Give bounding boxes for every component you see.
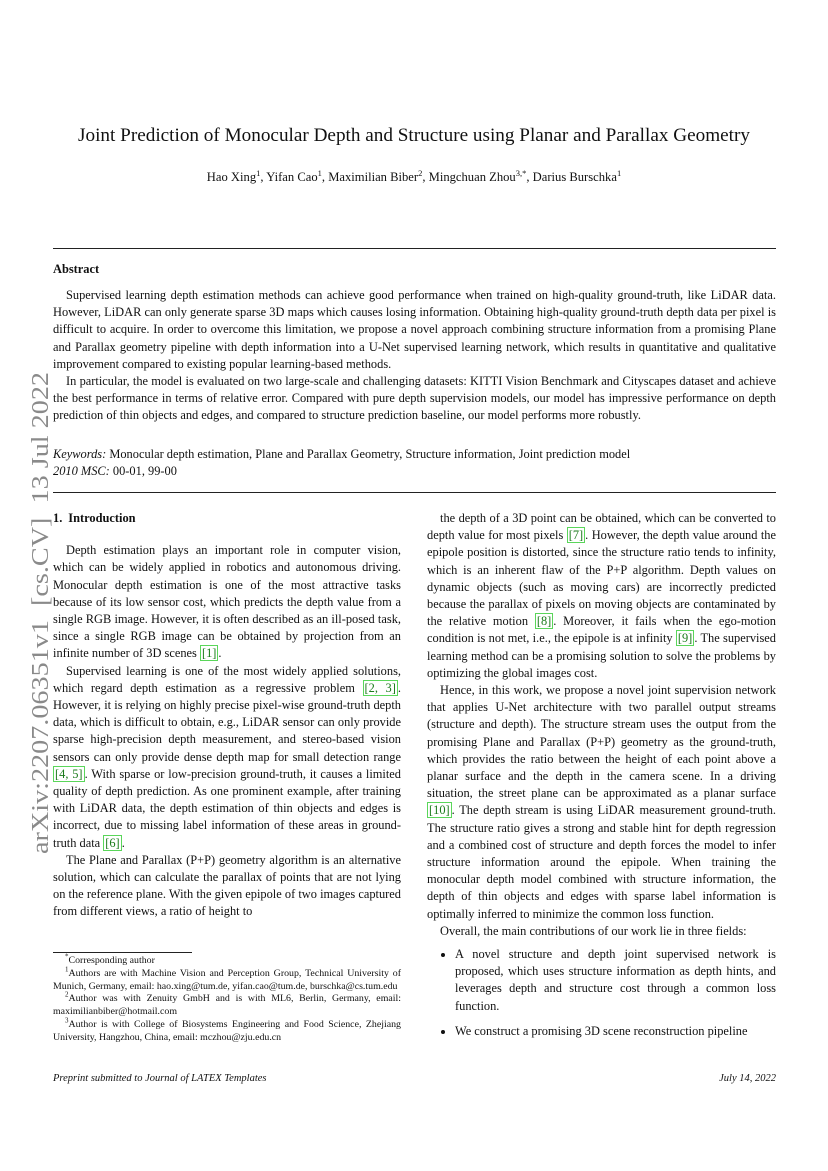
- paragraph-text: . However, it is relying on highly precise pixel-wise ground-truth depth data, which is difficult to obtain, e.g., LiDAR sensor can only provide sparse high-precision depth measurement, and stereo-based vision sensors can only provide dense depth map for small detection range: [53, 680, 401, 764]
- footnote: [53, 952, 401, 968]
- footnote-text: Author is with College of Biosystems Engineering and Food Science, Zhejiang University, Hangzhou, China, email: mczhou@zju.edu.cn: [53, 1018, 401, 1043]
- paragraph-text: The Plane and Parallax (P+P) geometry algorithm is an alternative solution, which can calculate the parallax of points that are not lying on the reference plane. With the given epipole of two images captured from different views, a ratio of height to: [53, 852, 401, 919]
- citation-link[interactable]: [8]: [536, 614, 552, 629]
- footnotes: [53, 952, 401, 1045]
- citation-link[interactable]: [9]: [677, 631, 693, 646]
- right-paragraphs: [427, 510, 776, 940]
- bottom-rule: [53, 492, 776, 493]
- paragraph-text: .: [121, 835, 125, 850]
- body-paragraph: [53, 852, 401, 921]
- citation-link[interactable]: [7]: [568, 528, 584, 543]
- paragraph-text: . With sparse or low-precision ground-truth, it causes a limited quality of depth prediction. As one prominent example, after training with LiDAR data, the depth estimation of thin objects and edges is incorrect, due to missing label information of these areas in ground-truth data: [53, 766, 401, 850]
- body-paragraph: [53, 663, 401, 852]
- keywords-label: Keywords:: [53, 447, 107, 461]
- author-affiliation-mark: 1: [616, 167, 622, 178]
- paragraph-text: .: [218, 646, 222, 661]
- keywords-text: Monocular depth estimation, Plane and Parallax Geometry, Structure information, Joint prediction model: [109, 447, 631, 461]
- footnote-text: Author was with Zenuity GmbH and is with ML6, Berlin, Germany, email: maximilianbiber@hotmail.com: [53, 993, 401, 1018]
- author-list: Hao Xing$^1$, Yifan Cao$^1$, Maximilian Biber$^2$, Mingchuan Zhou$^{3,*}$, Darius Burschka$^1$: [206, 167, 622, 184]
- paragraph-text: . The supervised learning method can be a promising solution to solve the problems by optimizing the global images cost.: [427, 631, 776, 680]
- footer-journal: Preprint submitted to Journal of LATEX Templates: [53, 1073, 267, 1084]
- section-title: Introduction: [68, 511, 136, 525]
- footnote: [53, 993, 401, 1019]
- paragraph-text: . The depth stream is using LiDAR measurement ground-truth. The structure ratio gives a strong and stable hint for depth regression and a combined cost of structure and depth forces the model to infer structure information around the epipole. When training the monocular depth model combined with structure information, the depth of thin objects and edges with sparse label information is optimally inferred to minimize the common loss function.: [427, 803, 776, 921]
- contribution-list: [427, 946, 776, 1040]
- paper-title: Joint Prediction of Monocular Depth and Structure using Planar and Parallax Geometry: [78, 125, 750, 146]
- author-affiliation-mark: 1: [317, 167, 322, 178]
- footnote-text: Corresponding author: [68, 955, 155, 966]
- author-name: Mingchuan Zhou: [428, 170, 516, 184]
- left-paragraphs: [53, 542, 401, 920]
- footnote-mark: 1: [65, 965, 69, 974]
- author-name: Maximilian Biber: [328, 170, 419, 184]
- body-paragraph: [53, 542, 401, 662]
- footnote-mark: 2: [65, 991, 69, 1000]
- body-paragraph: [427, 510, 776, 682]
- abstract-body: [53, 287, 776, 425]
- abstract-paragraph: Supervised learning depth estimation methods can achieve good performance when trained on high-quality ground-truth, like LiDAR data. However, LiDAR can only generate sparse 3D maps which causes losing information. Obtaining high-quality ground-truth depth data per pixel is difficult to acquire. In order to overcome this limitation, we propose a novel approach combining structure information from a promising Plane and Parallax geometry pipeline with depth information into a U-Net supervised learning network, which results in quantitative and qualitative improvement compared to existing popular learning-based methods.: [53, 288, 776, 371]
- paragraph-text: Overall, the main contributions of our work lie in three fields:: [440, 923, 747, 938]
- paragraph-text: Hence, in this work, we propose a novel joint supervision network that applies U-Net architecture with two parallel output streams (structure and depth). The structure stream uses the output from the promising Plane and Parallax (P+P) geometry as the ground-truth, which provides the ratio between the height of each point above a planar surface and the depth in the camera scene. In a driving situation, the street plane can be approximated as a planar surface: [427, 683, 776, 801]
- left-column: [53, 510, 401, 921]
- msc-line: [53, 463, 776, 480]
- author-name: Yifan Cao: [266, 170, 318, 184]
- paragraph-text: . Moreover, it fails when the ego-motion condition is not met, i.e., the epipole is at infinity: [427, 614, 776, 646]
- contribution-item: • We construct a promising 3D scene reconstruction pipeline: [455, 1023, 776, 1040]
- citation-link[interactable]: [1]: [201, 646, 217, 661]
- section-number: 1.: [53, 511, 63, 525]
- citation-link[interactable]: [4, 5]: [55, 766, 83, 781]
- footnote: [53, 1016, 401, 1045]
- author-affiliation-mark: 1: [256, 167, 261, 178]
- footnote-mark: *: [65, 952, 69, 961]
- body-paragraph: [427, 923, 776, 940]
- author-affiliation-mark: 2: [418, 167, 423, 178]
- author-affiliation-mark: 3,*: [515, 167, 527, 178]
- footnote: [53, 965, 401, 994]
- msc-label: 2010 MSC:: [53, 464, 110, 478]
- body-paragraph: [427, 682, 776, 923]
- keywords-block: [53, 446, 776, 480]
- abstract-paragraph: In particular, the model is evaluated on two large-scale and challenging datasets: KITTI Vision Benchmark and Cityscapes dataset and achieve the best performance in terms of relative error. Compared with pure depth supervision models, our model has impressive performance on depth prediction of thin objects and edges, and compared to structure prediction baseline, our model performs more robustly.: [53, 374, 776, 423]
- footer-date: July 14, 2022: [719, 1073, 776, 1084]
- citation-link[interactable]: [6]: [105, 835, 120, 850]
- paragraph-text: the depth of a 3D point can be obtained, which can be converted to depth value for most pixels: [427, 511, 776, 543]
- keywords-line: [53, 446, 776, 463]
- arxiv-identifier: [22, 370, 56, 856]
- contribution-item: • A novel structure and depth joint supervised network is proposed, which uses structure information as depth hints, and leverages depth and structure cost through a common loss function.: [455, 946, 776, 1015]
- paragraph-text: . However, the depth value around the epipole position is distorted, since the structure ratio tends to infinity, which is an inherent flaw of the P+P algorithm. Depth values on dynamic objects (such as moving cars) are incorrectly predicted because the parallax of pixels on moving objects are contaminated by the relative motion: [427, 528, 776, 629]
- author-name: Darius Burschka: [532, 170, 617, 184]
- top-rule: [53, 248, 776, 249]
- citation-link[interactable]: [2, 3]: [364, 680, 396, 695]
- author-name: Hao Xing: [206, 170, 257, 184]
- footnote-text: Authors are with Machine Vision and Perception Group, Technical University of Munich, Germany, email: hao.xing@tum.de, yifan.cao@tum.de, burschka@cs.tum.edu: [53, 967, 401, 992]
- citation-link[interactable]: [10]: [429, 803, 450, 818]
- footnote-rule: [53, 952, 192, 953]
- paragraph-text: Depth estimation plays an important role in computer vision, which can be widely applied in robotics and autonomous driving. Monocular depth estimation is one of the most attractive tasks because of its low sensor cost, which predicts the depth value from a single RGB image. However, it is often described as an ill-posed task, since a single RGB image can be obtained by projection from an infinite number of 3D scenes: [53, 543, 401, 661]
- abstract-heading: Abstract: [53, 262, 100, 276]
- section-heading: [53, 510, 401, 527]
- footnote-mark: 3: [65, 1016, 69, 1025]
- arxiv-identifier-text: arXiv:2207.06351v1 [cs.CV] 13 Jul 2022: [27, 434, 54, 854]
- right-column: [427, 510, 776, 1048]
- paragraph-text: Supervised learning is one of the most widely applied solutions, which regard depth estimation as a regressive problem: [53, 663, 401, 695]
- msc-text: 00-01, 99-00: [112, 464, 177, 478]
